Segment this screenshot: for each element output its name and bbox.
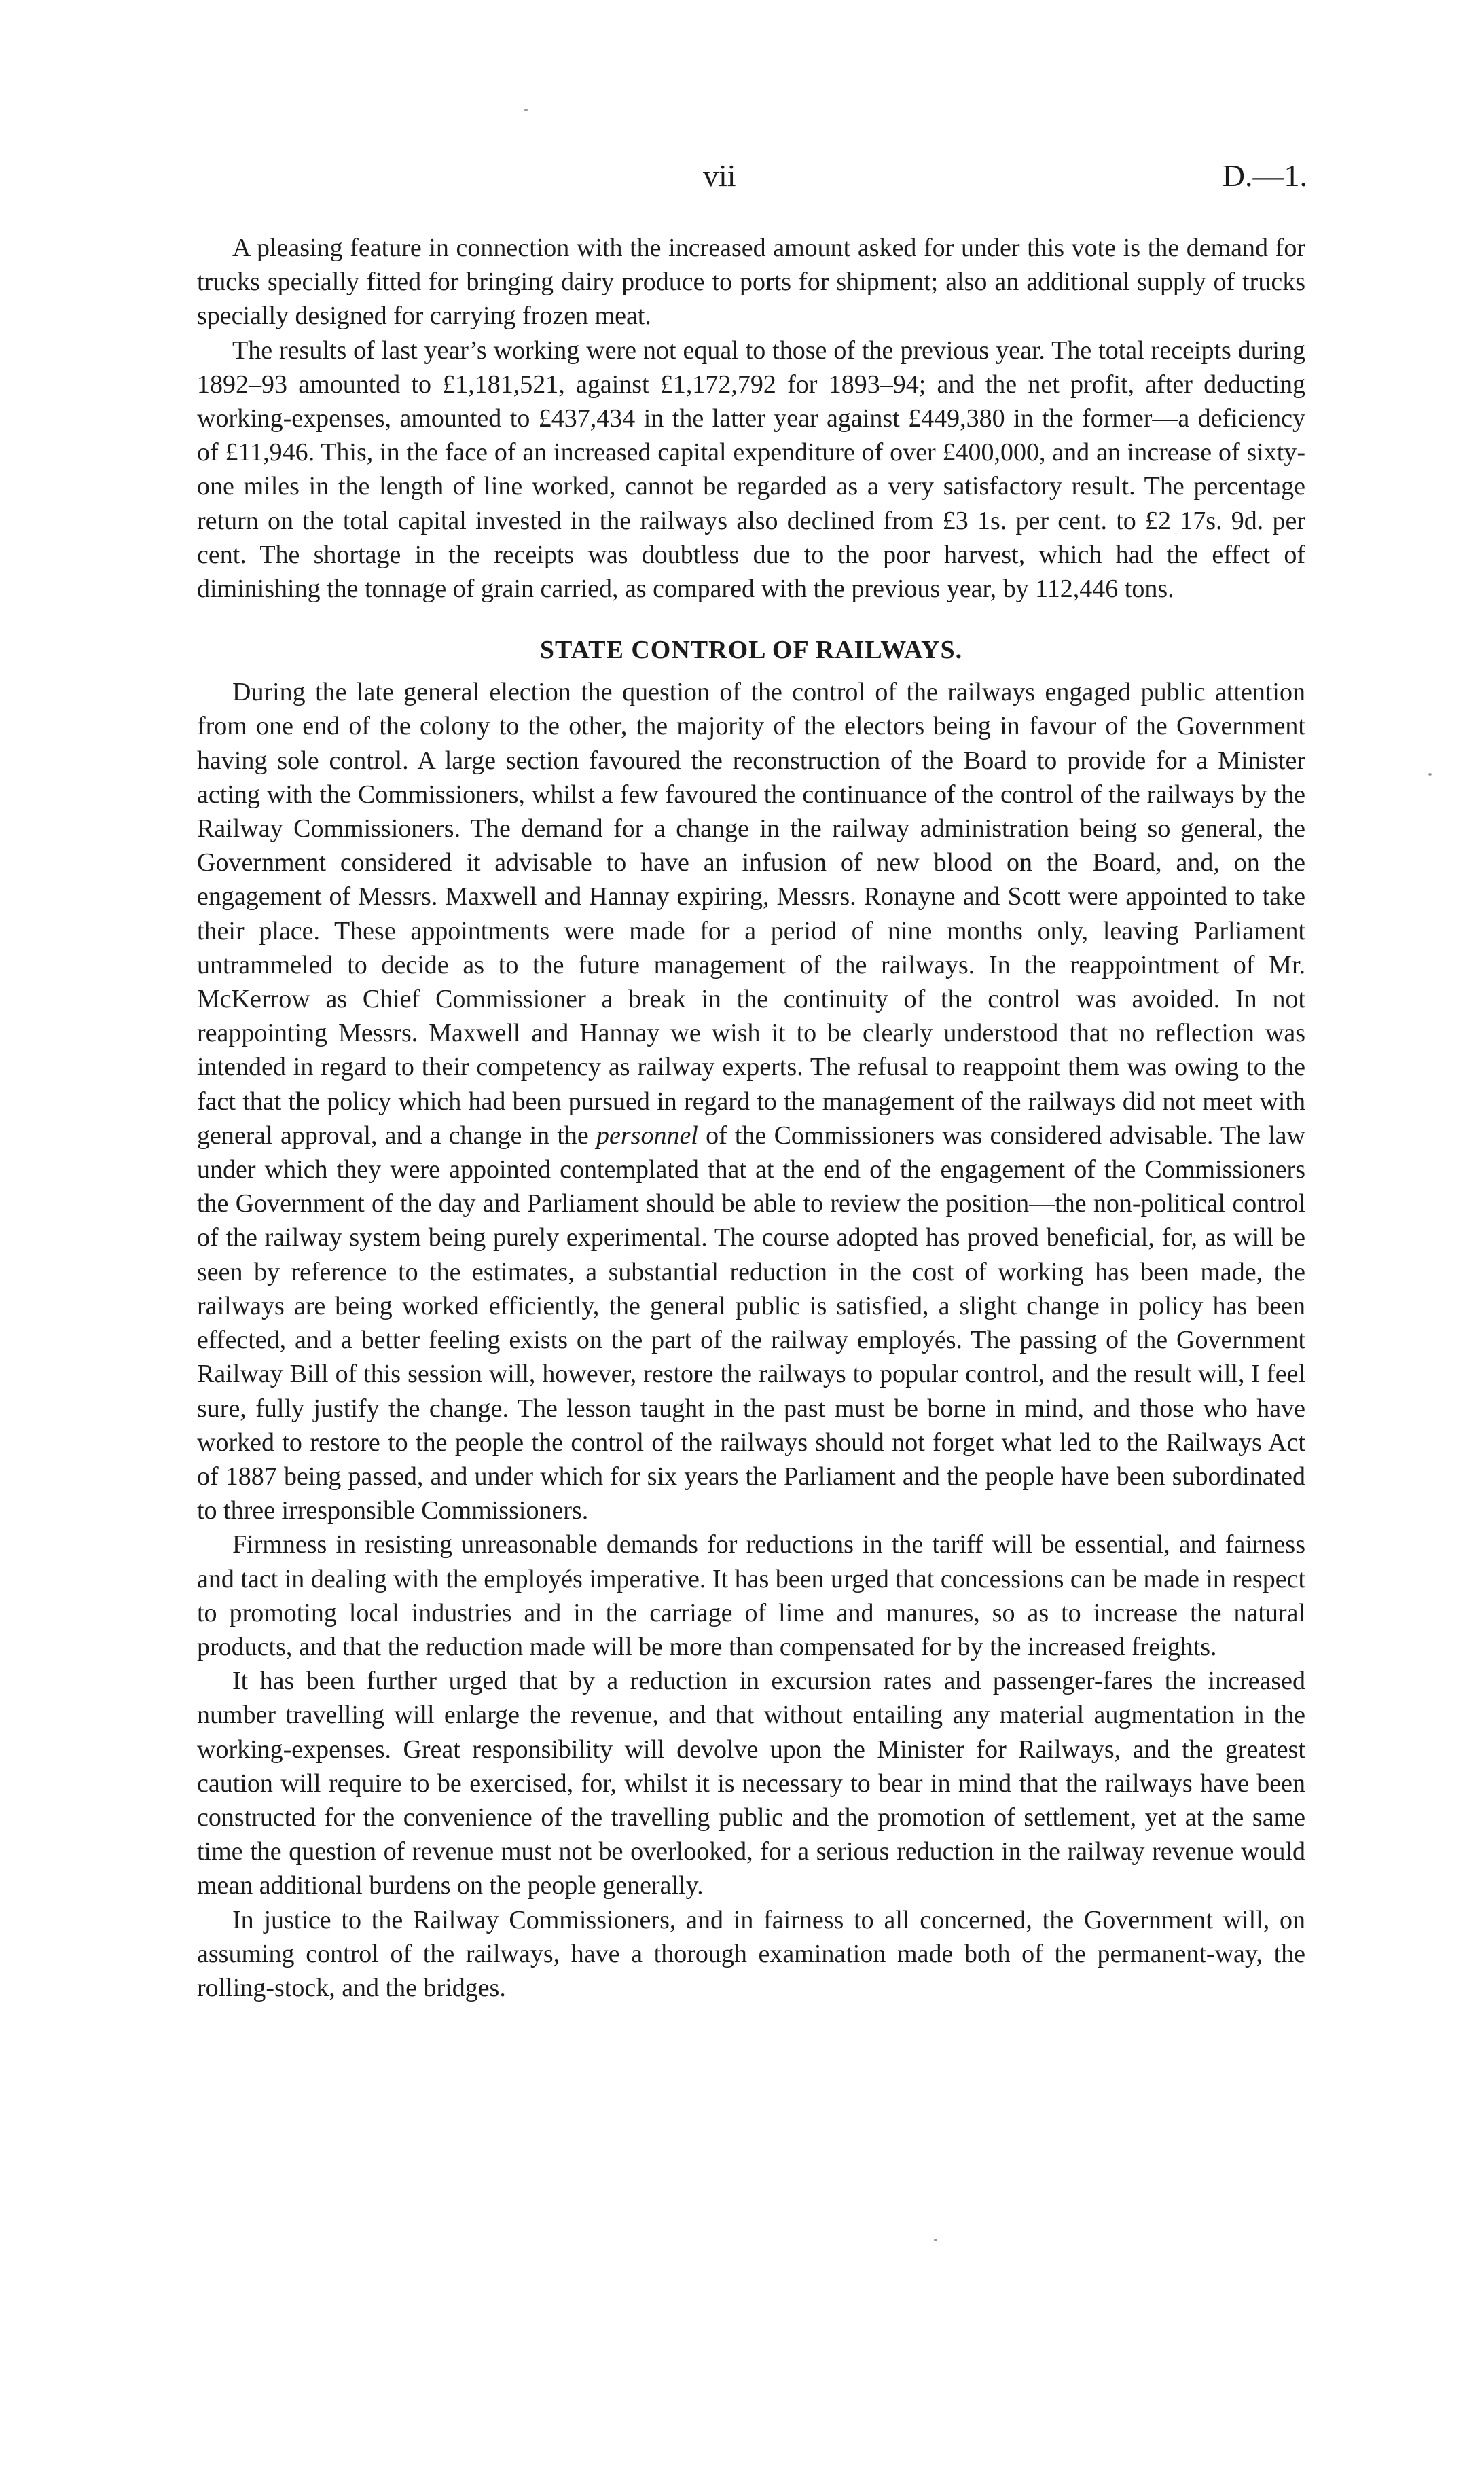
- paragraph-dairy-trucks: A pleasing feature in connection with the increased amount asked for under this vote is the demand for trucks specially fitted for bringing dairy produce to ports for shipment; also an additional supply of trucks specially designed for carrying frozen meat.: [197, 234, 1305, 331]
- page-number: vii: [703, 158, 736, 193]
- page-header: [0, 158, 1484, 198]
- paragraph-state-control-part-2: of the Commissioners was considered advisable. The law under which they were appointed contemplated that at the end of the engagement of the Commissioners the Government of the day and Parliament should be able to review the position—the non-political control of the railway system being purely experimental. The course adopted has proved beneficial, for, as will be seen by reference to the estimates, a substantial reduction in the cost of working has been made, the railways are being worked efficiently, the general public is satisfied, a slight change in policy has been effected, and a better feeling exists on the part of the railway employés. The passing of the Government Railway Bill of this session will, however, restore the railways to popular control, and the result will, I feel sure, fully justify the change. The lesson taught in the past must be borne in mind, and those who have worked to restore to the people the control of the railways should not forget what led to the Railways Act of 1887 being passed, and under which for six years the Parliament and the people have been subordinated to three irresponsible Commissioners.: [197, 1121, 1305, 1525]
- scan-speck: [934, 2239, 937, 2241]
- paragraph-excursion-rates: It has been further urged that by a reduction in excursion rates and passenger-fares the increased number travelling will enlarge the revenue, and that without entailing any material augmentation in the working-expenses. Great responsibility will devolve upon the Minister for Railways, and the greatest caution will require to be exercised, for, whilst it is necessary to bear in mind that the railways have been constructed for the convenience of the travelling public and the promotion of settlement, yet at the same time the question of revenue must not be overlooked, for a serious reduction in the railway revenue would mean additional burdens on the people generally.: [197, 1667, 1305, 1900]
- paragraph-examination: In justice to the Railway Commissioners, and in fairness to all concerned, the Government will, on assuming control of the railways, have a thorough examination made both of the permanent-way, the rolling-stock, and the bridges.: [197, 1905, 1305, 2002]
- body-text: [197, 231, 1305, 2005]
- section-heading: STATE CONTROL OF RAILWAYS.: [539, 636, 963, 665]
- paragraph-working-results: The results of last year’s working were not equal to those of the previous year. The total receipts during 1892–93 amounted to £1,181,521, against £1,172,792 for 1893–94; and the net profit, after deducting working-expenses, amounted to £437,434 in the latter year against £449,380 in the former—a deficiency of £11,946. This, in the face of an increased capital expenditure of over £400,000, and an increase of sixty-one miles in the length of line worked, cannot be regarded as a very satisfactory result. The percentage return on the total capital invested in the railways also declined from £3 1s. per cent. to £2 17s. 9d. per cent. The shortage in the receipts was doubtless due to the poor harvest, which had the effect of diminishing the tonnage of grain carried, as compared with the previous year, by 112,446 tons.: [197, 336, 1305, 604]
- paragraph-state-control-part-1: During the late general election the question of the control of the railways engaged public attention from one end of the colony to the other, the majority of the electors being in favour of the Government having sole control. A large section favoured the reconstruction of the Board to provide for a Minister acting with the Commissioners, whilst a few favoured the continuance of the control of the railways by the Railway Commissioners. The demand for a change in the railway administration being so general, the Government considered it advisable to have an infusion of new blood on the Board, and, on the engagement of Messrs. Maxwell and Hannay expiring, Messrs. Ronayne and Scott were appointed to take their place. These appointments were made for a period of nine months only, leaving Parliament untrammeled to decide as to the future management of the railways. In the reappointment of Mr. McKerrow as Chief Commissioner a break in the continuity of the control was avoided. In not reappointing Messrs. Maxwell and Hannay we wish it to be clearly understood that no reflection was intended in regard to their competency as railway experts. The refusal to reappoint them was owing to the fact that the policy which had been pursued in regard to the management of the railways did not meet with general approval, and a change in the: [197, 678, 1305, 1150]
- italic-term-personnel: personnel: [596, 1121, 698, 1150]
- paragraph-state-control: [197, 675, 1305, 1527]
- document-reference: D.—1.: [1222, 158, 1307, 193]
- scan-speck: [524, 109, 528, 111]
- paragraph-tariff-firmness: Firmness in resisting unreasonable demands for reductions in the tariff will be essential, and fairness and tact in dealing with the employés imperative. It has been urged that concessions can be made in respect to promoting local industries and in the carriage of lime and manures, so as to increase the natural products, and that the reduction made will be more than compensated for by the increased freights.: [197, 1530, 1305, 1661]
- scan-speck: [1428, 773, 1432, 776]
